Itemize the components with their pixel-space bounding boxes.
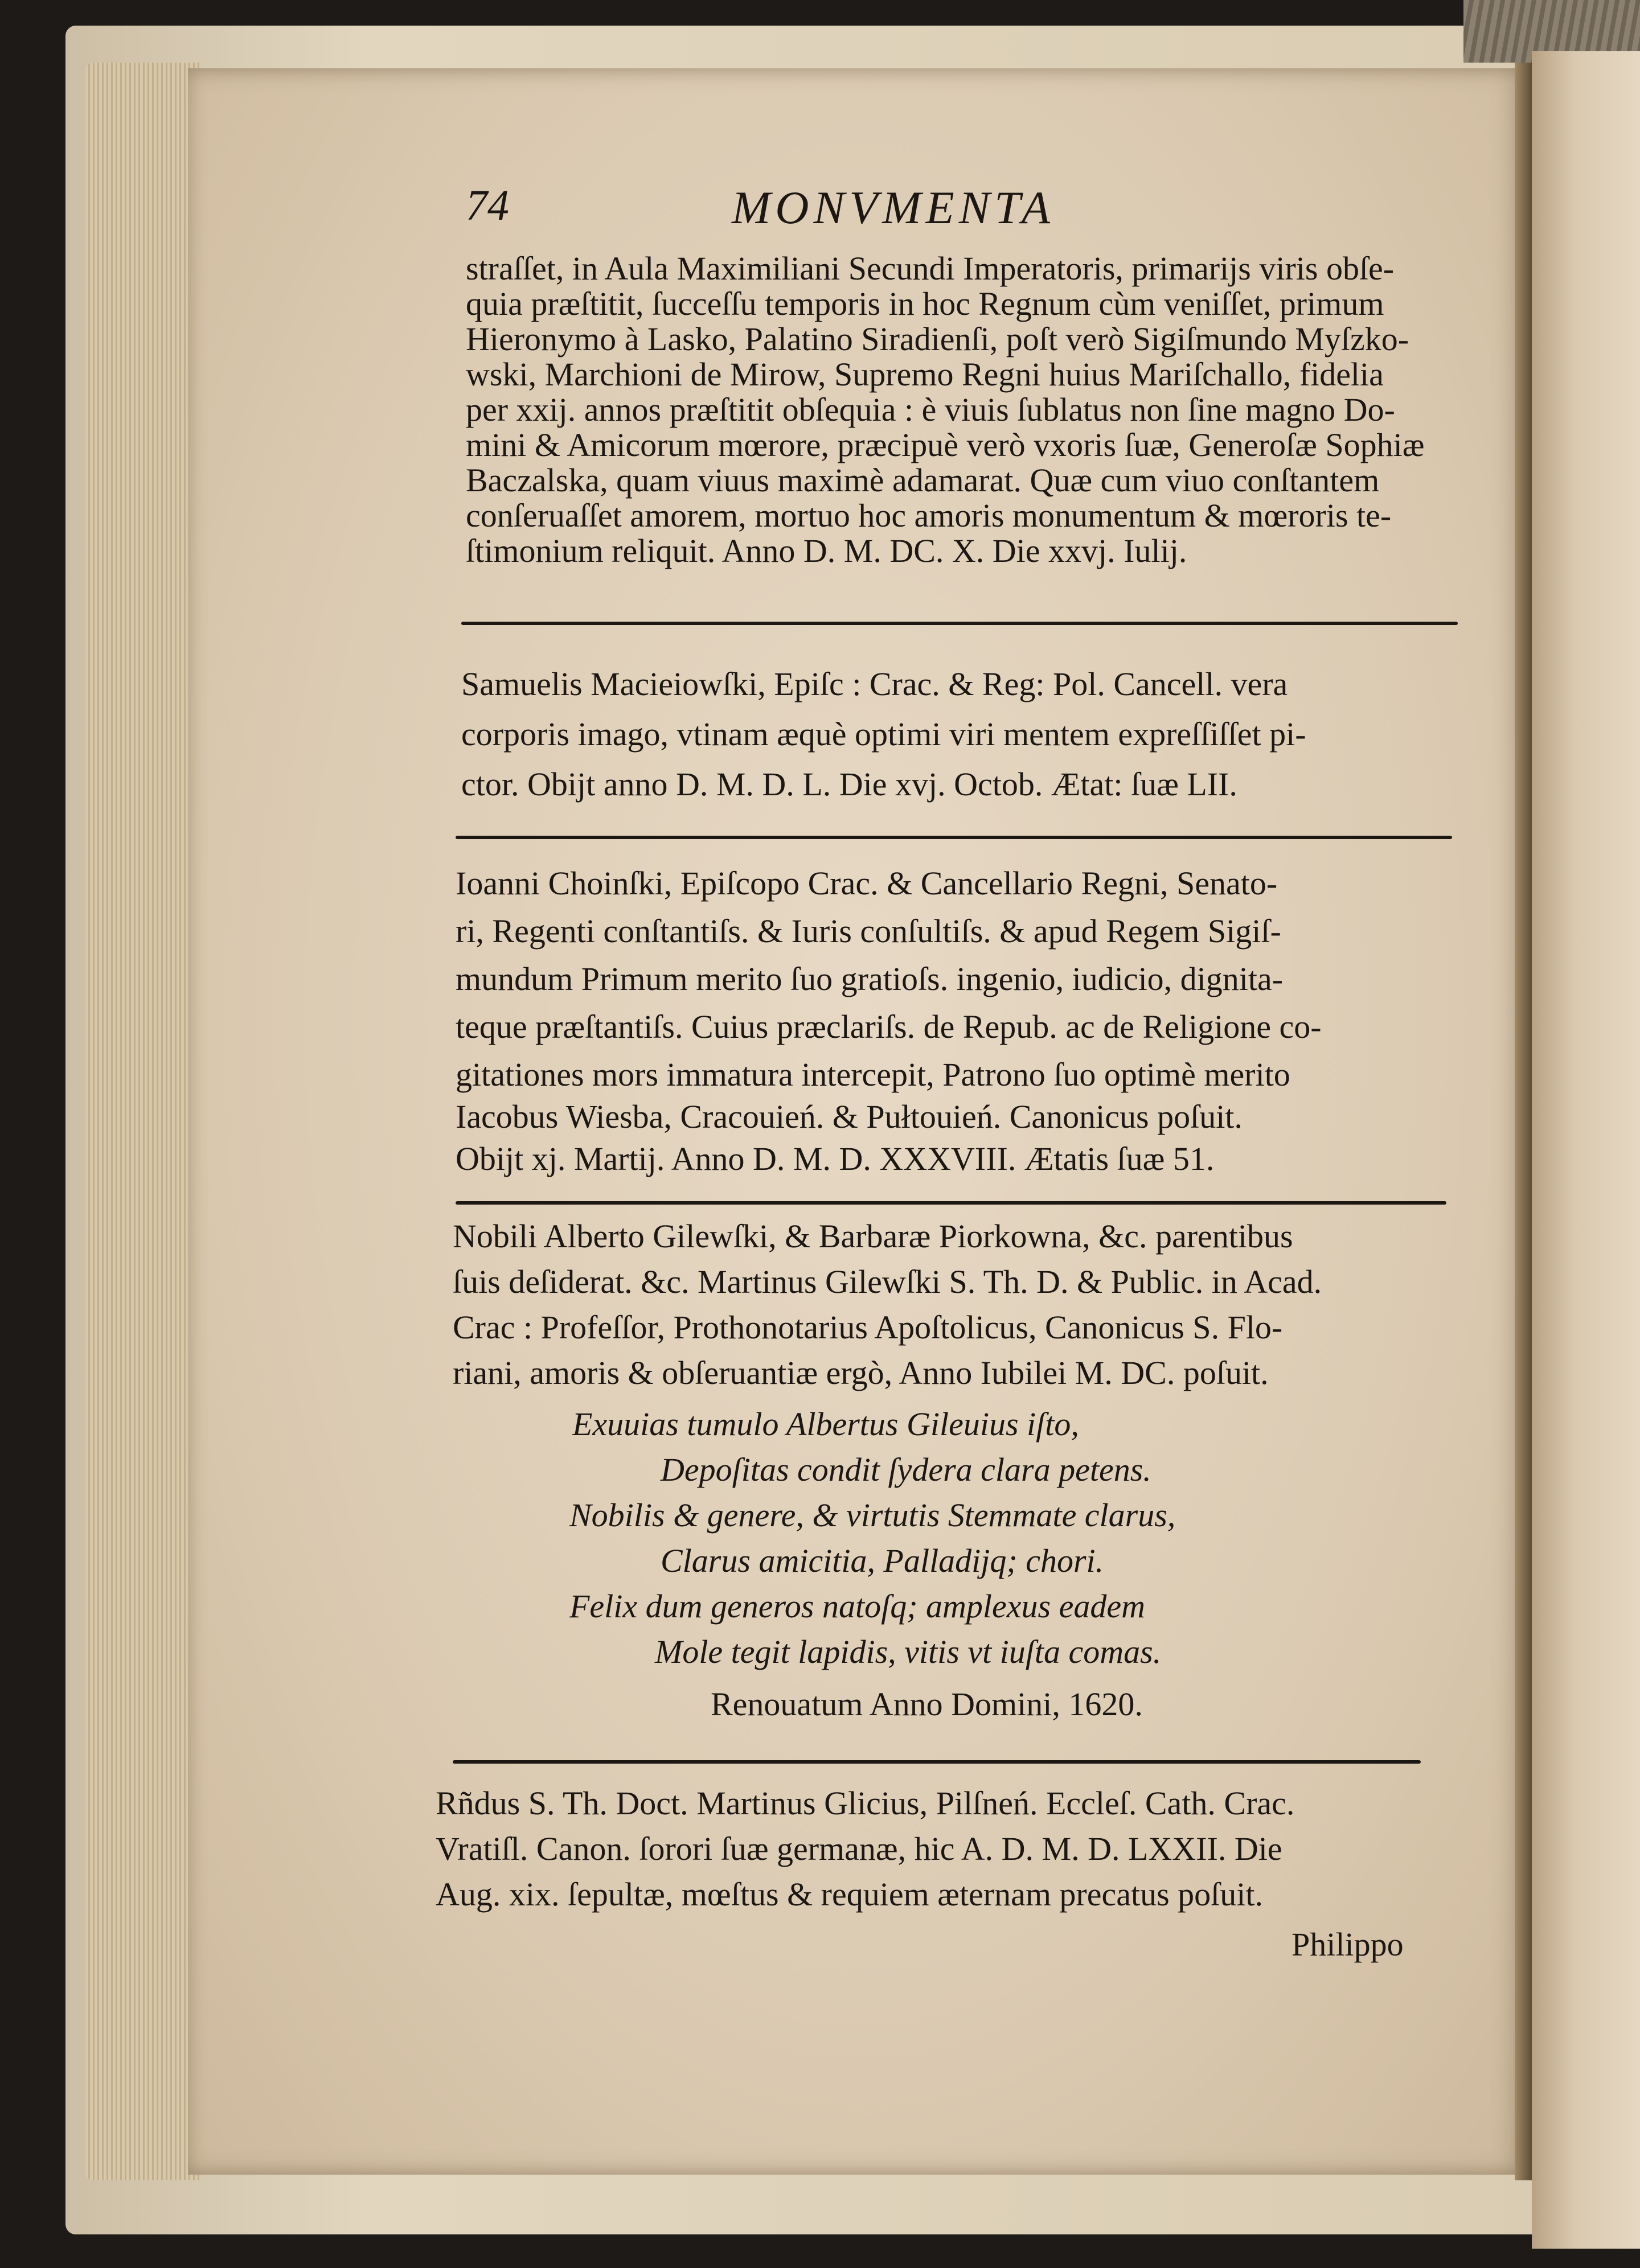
text-line: ſuis deſiderat. &c. Martinus Gilewſki S. Th. D. & Public. in Acad. [453, 1263, 1322, 1300]
text-line: corporis imago, vtinam æquè optimi viri mentem expreſſiſſet pi- [461, 716, 1306, 753]
section-divider [456, 836, 1452, 839]
verse-line: Clarus amicitia, Palladijq; chori. [661, 1542, 1104, 1579]
text-line: Vratiſl. Canon. ſorori ſuæ germanæ, hic A. D. M. D. LXXII. Die [436, 1830, 1282, 1867]
verse-line: Felix dum generos natoſq; amplexus eadem [569, 1588, 1145, 1625]
text-line: Baczalska, quam viuus maximè adamarat. Quæ cum viuo conſtantem [466, 462, 1380, 499]
catchword: Philippo [1292, 1926, 1404, 1963]
running-title: MONVMENTA [732, 182, 1055, 233]
text-line: quia præſtitit, ſucceſſu temporis in hoc Regnum cùm veniſſet, primum [466, 285, 1384, 322]
text-line: gitationes mors immatura intercepit, Patrono ſuo optimè merito [456, 1056, 1290, 1093]
text-line: per xxij. annos præſtitit obſequia : è viuis ſublatus non ſine magno Do- [466, 391, 1395, 428]
page-stack [85, 63, 199, 2180]
text-line: Hieronymo à Lasko, Palatino Siradienſi, poſt verò Sigiſmundo Myſzko- [466, 321, 1409, 358]
verse-line: Exuuias tumulo Albertus Gileuius iſto, [572, 1406, 1079, 1443]
text-line: mundum Primum merito ſuo gratioſs. ingenio, iudicio, dignita- [456, 960, 1284, 997]
section-divider [453, 1760, 1421, 1764]
text-line: riani, amoris & obſeruantiæ ergò, Anno Iubilei M. DC. poſuit. [453, 1354, 1269, 1391]
text-line: wski, Marchioni de Mirow, Supremo Regni huius Mariſchallo, fidelia [466, 356, 1384, 393]
text-line: ctor. Obijt anno D. M. D. L. Die xvj. Octob. Ætat: ſuæ LII. [461, 766, 1237, 803]
text-line: Nobili Alberto Gilewſki, & Barbaræ Piorkowna, &c. parentibus [453, 1218, 1293, 1255]
text-line: Aug. xix. ſepultæ, mœſtus & requiem æternam precatus poſuit. [436, 1876, 1264, 1913]
text-line: teque præſtantiſs. Cuius præclariſs. de Repub. ac de Religione co- [456, 1008, 1322, 1045]
text-line: mini & Amicorum mœrore, præcipuè verò vxoris ſuæ, Generoſæ Sophiæ [466, 426, 1425, 463]
section-divider [461, 622, 1458, 625]
text-line: Obijt xj. Martij. Anno D. M. D. XXXVIII. Ætatis ſuæ 51. [456, 1140, 1215, 1177]
verse-line: Nobilis & genere, & virtutis Stemmate clarus, [569, 1497, 1176, 1534]
text-line: ſtimonium reliquit. Anno D. M. DC. X. Die xxvj. Iulij. [466, 532, 1187, 569]
verse-line: Mole tegit lapidis, vitis vt iuſta comas. [655, 1633, 1162, 1670]
text-line: ri, Regenti conſtantiſs. & Iuris conſultiſs. & apud Regem Sigiſ- [456, 913, 1281, 950]
text-line: Ioanni Choinſki, Epiſcopo Crac. & Cancellario Regni, Senato- [456, 865, 1278, 902]
text-line: Rñdus S. Th. Doct. Martinus Glicius, Pilſneń. Eccleſ. Cath. Crac. [436, 1785, 1295, 1822]
gutter [1515, 63, 1532, 2180]
text-line: Samuelis Macieiowſki, Epiſc : Crac. & Reg: Pol. Cancell. vera [461, 665, 1288, 702]
page-number: 74 [466, 182, 509, 229]
text-line: Crac : Profeſſor, Prothonotarius Apoſtolicus, Canonicus S. Flo- [453, 1309, 1283, 1346]
renewal-line: Renouatum Anno Domini, 1620. [711, 1686, 1143, 1723]
text-line: straſſet, in Aula Maximiliani Secundi Imperatoris, primarijs viris obſe- [466, 250, 1395, 287]
facing-page [1532, 51, 1640, 2249]
text-line: conſeruaſſet amorem, mortuo hoc amoris monumentum & mœroris te- [466, 497, 1392, 534]
section-divider [456, 1201, 1446, 1205]
text-line: Iacobus Wiesba, Cracouień. & Pułtouień. Canonicus poſuit. [456, 1098, 1243, 1135]
verse-line: Depoſitas condit ſydera clara petens. [661, 1451, 1151, 1488]
